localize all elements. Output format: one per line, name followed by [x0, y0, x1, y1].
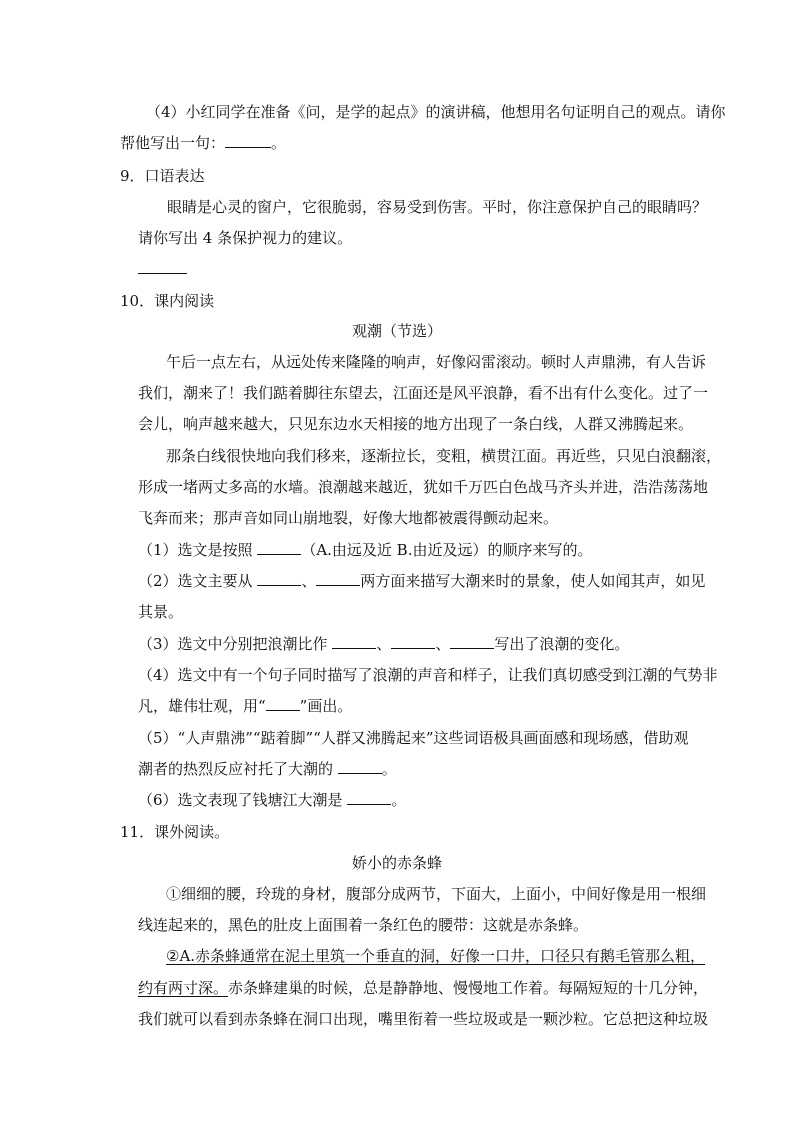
q10-p2-line1: 那条白线很快地向我们移来，逐渐拉长，变粗，横贯江面。再近些，只见白浪翻滚，: [166, 447, 722, 465]
q10-sub1: [138, 539, 592, 561]
q11-p2-line2-text: 赤条蜂建巢的时候，总是静静地、慢慢地工作着。每隔短短的十几分钟，: [228, 979, 709, 997]
answer-blank[interactable]: [347, 790, 391, 805]
q10-p2-line3: 飞奔而来；那声音如同山崩地裂，好像大地都被震得颤动起来。: [138, 509, 559, 527]
answer-blank[interactable]: [338, 759, 382, 774]
answer-blank[interactable]: [316, 571, 360, 586]
q10-sub2-text: （2）选文主要从: [138, 572, 258, 590]
answer-blank[interactable]: [332, 634, 376, 649]
punct: 、: [376, 635, 392, 653]
q11-heading: 11．课外阅读。: [120, 823, 230, 841]
q10-heading: 10．课内阅读: [120, 292, 215, 310]
q9-heading: 9．口语表达: [120, 167, 205, 185]
underlined-sentence-a: ②A.赤条蜂通常在泥土里筑一个垂直的洞，好像一口井，口径只有鹅毛管那么粗，: [166, 947, 706, 965]
punct: 、: [435, 635, 451, 653]
q11-p2-line3: 我们就可以看到赤条蜂在洞口出现，嘴里衔着一些垃圾或是一颗沙粒。它总把这种垃圾: [138, 1010, 709, 1028]
answer-blank[interactable]: [391, 634, 435, 649]
q10-sub2: [138, 570, 705, 592]
q10-sub3-text-end: 写出了浪潮的变化。: [494, 635, 630, 653]
answer-blank[interactable]: [266, 696, 300, 711]
q11-p2-line1: [166, 945, 705, 967]
q10-sub2-cont: 其景。: [138, 603, 184, 621]
q8-4-line1: （4）小红同学在准备《问，是学的起点》的演讲稿，他想用名句证明自己的观点。请你: [146, 103, 726, 121]
q10-passage-title: 观潮（节选）: [351, 322, 442, 340]
underlined-sentence-a-end: 约有两寸深。: [138, 979, 229, 997]
q10-sub5-line1: （5）“人声鼎沸”“踮着脚”“人群又沸腾起来”这些词语极具画面感和现场感，借助观: [138, 729, 689, 747]
q10-sub6-text: （6）选文表现了钱塘江大潮是: [138, 791, 348, 809]
q10-sub3: [138, 633, 629, 655]
q10-sub1-text: （1）选文是按照: [138, 541, 258, 559]
q9-line2: 请你写出 4 条保护视力的建议。: [138, 229, 353, 247]
q10-p1-line1: 午后一点左右，从远处传来隆隆的响声，好像闷雷滚动。顿时人声鼎沸，有人告诉: [166, 353, 707, 371]
answer-blank[interactable]: [257, 540, 301, 555]
punct: 。: [391, 791, 407, 809]
q11-p1-line1: ①细细的腰，玲珑的身材，腹部分成两节，下面大，上面小，中间好像是用一根细: [166, 885, 707, 903]
answer-blank[interactable]: [138, 259, 187, 274]
q11-p1-line2: 线连起来的，黑色的肚皮上面围着一条红色的腰带：这就是赤条蜂。: [138, 916, 589, 934]
answer-blank[interactable]: [257, 571, 301, 586]
q10-p1-line2: 我们，潮来了！我们踮着脚往东望去，江面还是风平浪静，看不出有什么变化。过了一: [138, 384, 709, 402]
answer-blank[interactable]: [450, 634, 494, 649]
q10-sub4-line2: [138, 695, 352, 717]
q8-4-prompt: 帮他写出一句：: [120, 134, 226, 152]
q9-line1: 眼睛是心灵的窗户，它很脆弱，容易受到伤害。平时，你注意保护自己的眼睛吗？: [167, 198, 708, 216]
q10-sub5-line2: [138, 758, 397, 780]
q11-p2-line2: [138, 977, 708, 999]
punct: 。: [381, 760, 397, 778]
q9-answer-line[interactable]: [138, 258, 187, 280]
q10-sub1-text-end: （A.由远及近 B.由近及远）的顺序来写的。: [301, 541, 593, 559]
q11-passage-title: 娇小的赤条蜂: [351, 854, 442, 872]
q10-sub6: [138, 789, 406, 811]
q10-p2-line2: 形成一堵两丈多高的水墙。浪潮越来越近，犹如千万匹白色战马齐头并进，浩浩荡荡地: [138, 478, 709, 496]
punct: 、: [301, 572, 317, 590]
punct: 。: [271, 134, 287, 152]
q10-sub5-text: 潮者的热烈反应衬托了大潮的: [138, 760, 338, 778]
answer-blank[interactable]: [225, 133, 271, 148]
q10-p1-line3: 会儿，响声越来越大，只见东边水天相接的地方出现了一条白线，人群又沸腾起来。: [138, 415, 694, 433]
q8-4-line2: [120, 132, 286, 154]
q10-sub4-text-end: ”画出。: [299, 697, 353, 715]
q10-sub4-text: 凡，雄伟壮观，用“: [138, 697, 266, 715]
q10-sub3-text: （3）选文中分别把浪潮比作: [138, 635, 333, 653]
q10-sub2-text-end: 两方面来描写大潮来时的景象，使人如闻其声，如见: [360, 572, 706, 590]
q10-sub4-line1: （4）选文中有一个句子同时描写了浪潮的声音和样子，让我们真切感受到江潮的气势非: [138, 666, 718, 684]
